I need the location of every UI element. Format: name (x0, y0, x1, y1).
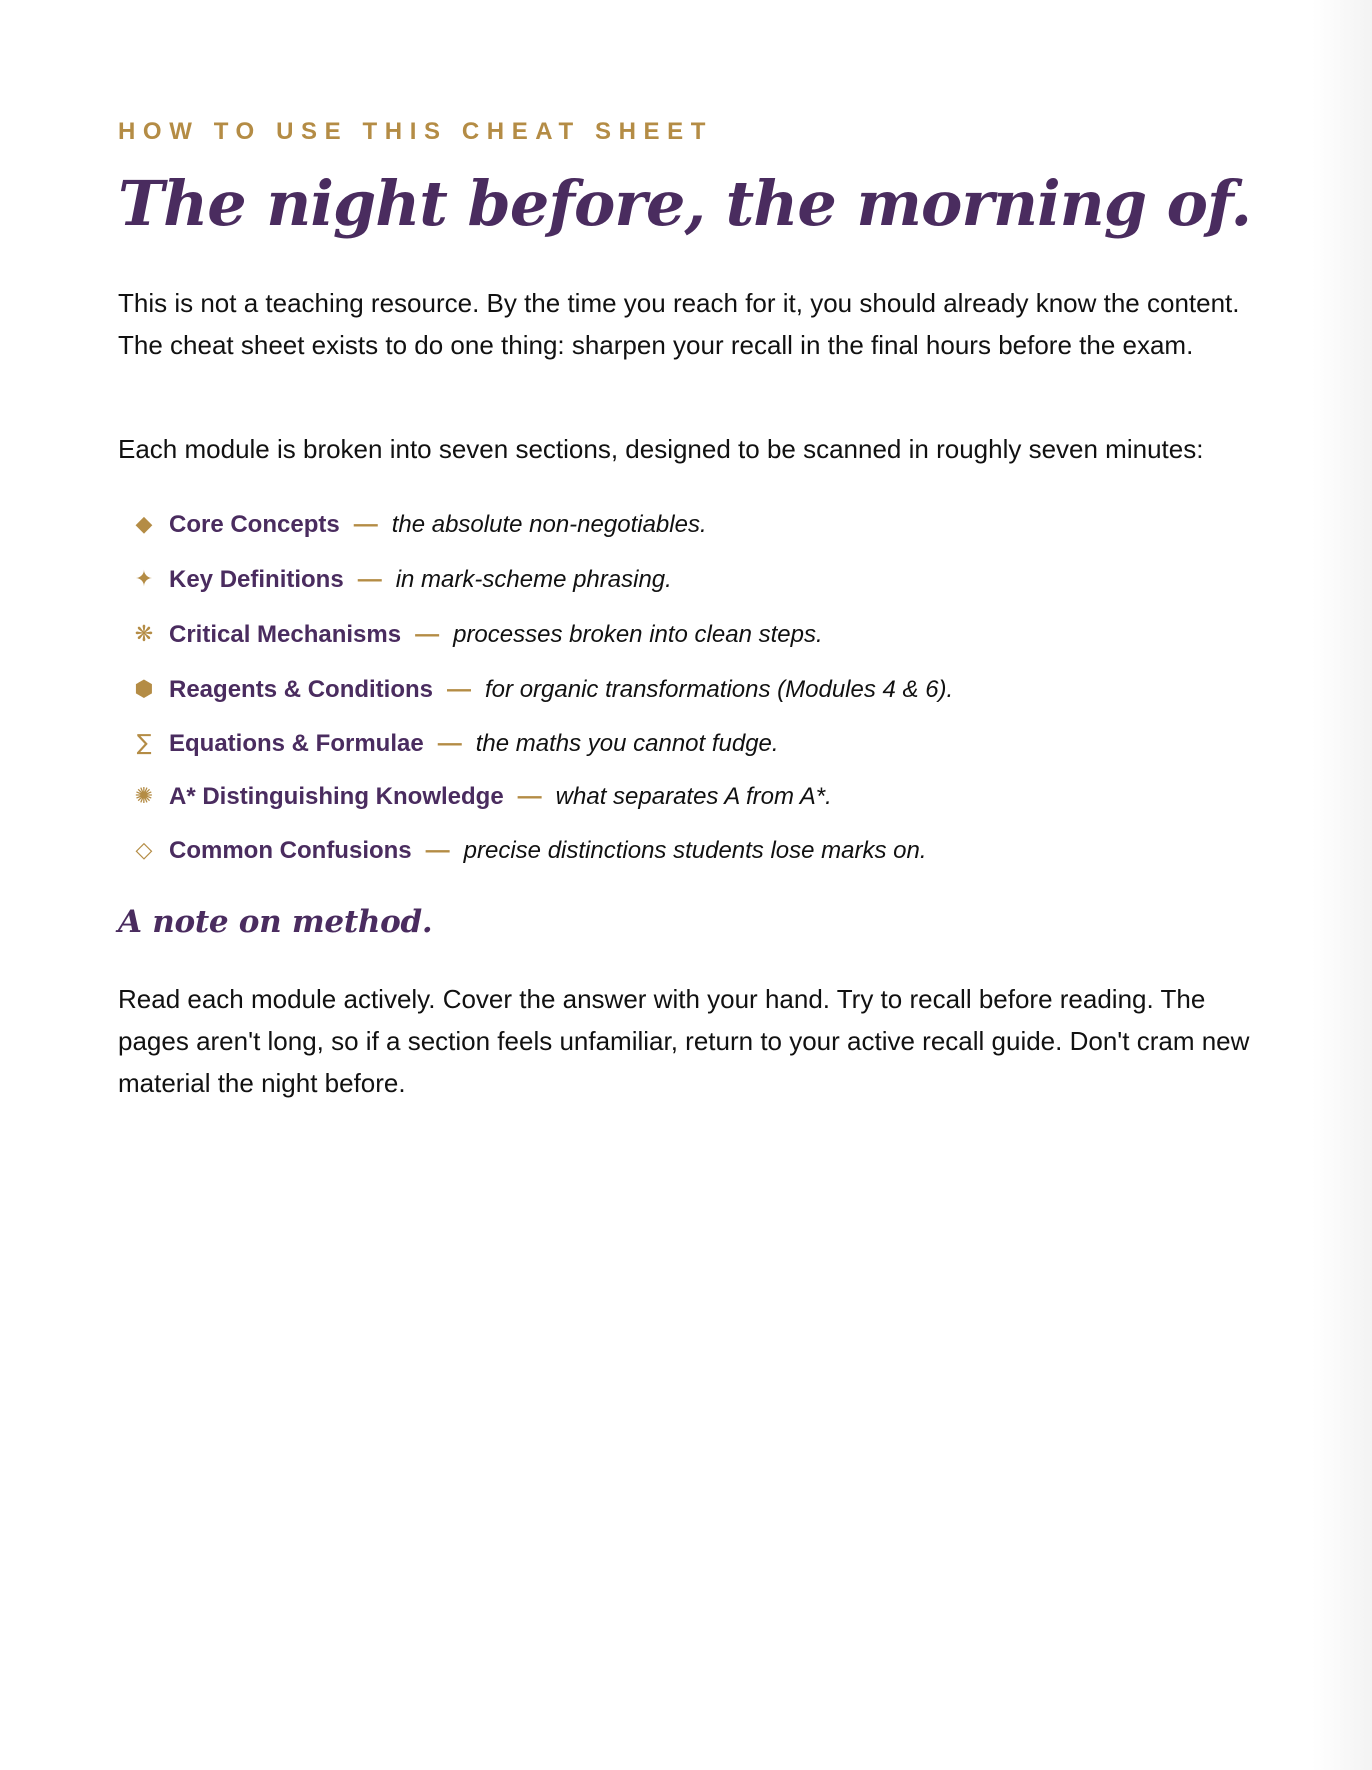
em-dash-separator: — (447, 675, 472, 703)
section-item-equations-formulae (131, 717, 953, 770)
method-paragraph: Read each module actively. Cover the answer with your hand. Try to recall before reading. The pages aren't long, so if a section feels unfamiliar, return to your active recall guide. Don't cram new material the night before. (118, 984, 1250, 1098)
intro-paragraph: This is not a teaching resource. By the time you reach for it, you should already know the content. The cheat sheet exists to do one thing: sharpen your recall in the final hours before the exam. (118, 288, 1240, 360)
four-point-star-icon: ✦ (134, 567, 154, 592)
sections-lead: Each module is broken into seven sections, designed to be scanned in roughly seven minutes: (118, 434, 1204, 464)
em-dash-separator: — (353, 510, 378, 538)
section-name: A* Distinguishing Knowledge (169, 782, 504, 810)
section-list (131, 497, 953, 878)
section-name: Common Confusions (169, 836, 412, 864)
outline-diamond-icon: ◇ (135, 838, 153, 863)
em-dash-separator: — (425, 836, 450, 864)
section-name: Core Concepts (169, 510, 340, 538)
section-item-reagents-conditions (131, 662, 953, 717)
hexagon-icon: ⬢ (134, 677, 154, 702)
section-item-common-confusions (131, 823, 953, 878)
em-dash-separator: — (517, 782, 542, 810)
section-item-a-star-knowledge (131, 770, 953, 823)
section-item-core-concepts (131, 497, 953, 552)
section-name: Critical Mechanisms (169, 620, 402, 648)
section-description: precise distinctions students lose marks on. (463, 836, 927, 864)
em-dash-separator: — (437, 729, 462, 757)
em-dash-separator: — (415, 620, 440, 648)
section-item-key-definitions (131, 552, 953, 607)
section-name: Reagents & Conditions (169, 675, 434, 703)
section-description: the absolute non-negotiables. (391, 510, 707, 538)
section-description: the maths you cannot fudge. (475, 729, 779, 757)
em-dash-separator: — (357, 565, 382, 593)
section-item-critical-mechanisms (131, 607, 953, 662)
section-description: processes broken into clean steps. (453, 620, 823, 648)
section-name: Equations & Formulae (169, 729, 424, 757)
page-edge-shadow (1312, 0, 1372, 1770)
filled-diamond-icon: ◆ (135, 512, 153, 537)
method-heading: A note on method. (118, 904, 433, 940)
sigma-icon: ∑ (136, 731, 152, 756)
asterisk-flower-icon: ❋ (134, 622, 154, 647)
section-description: in mark-scheme phrasing. (395, 565, 672, 593)
page-title: The night before, the morning of. (118, 167, 1252, 240)
eyebrow-label: HOW TO USE THIS CHEAT SHEET (118, 118, 714, 145)
section-description: what separates A from A*. (555, 782, 832, 810)
section-description: for organic transformations (Modules 4 & 6). (485, 675, 954, 703)
starburst-icon: ✺ (134, 784, 154, 809)
section-name: Key Definitions (169, 565, 344, 593)
